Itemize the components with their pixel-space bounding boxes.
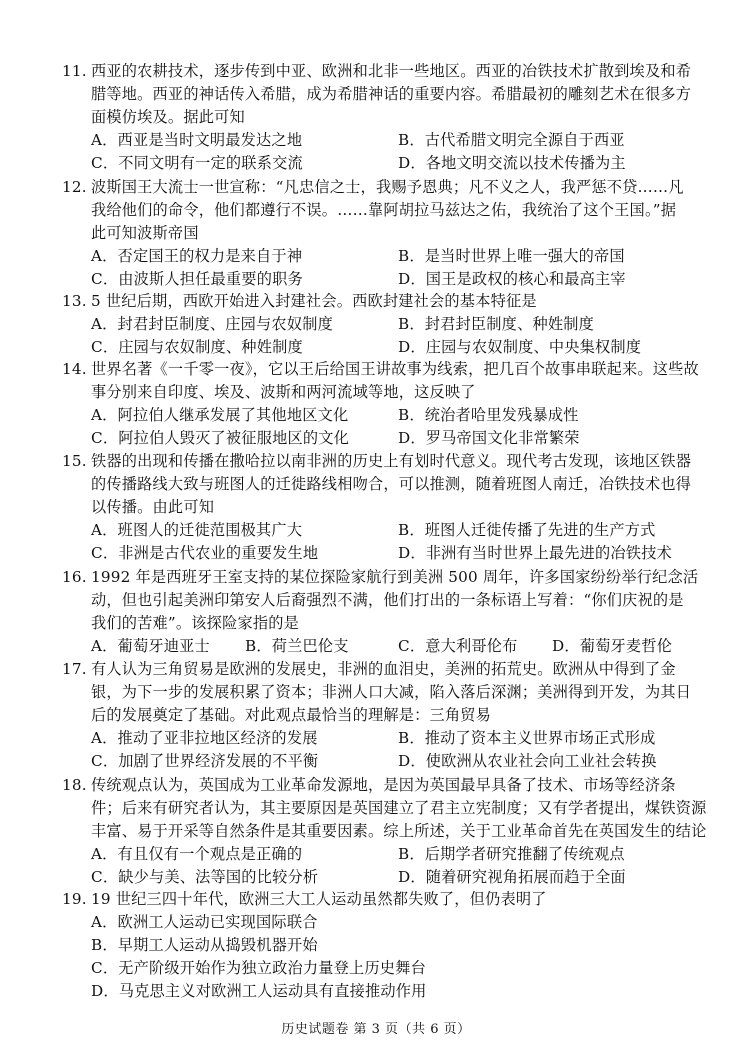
question-stem-line: 西亚的农耕技术，逐步传到中亚、欧洲和北非一些地区。西亚的冶铁技术扩散到埃及和希	[91, 62, 692, 80]
option-c: C．阿拉伯人毁灭了被征服地区的文化	[91, 429, 350, 447]
option-c: C．无产阶级开始作为独立政治力量登上历史舞台	[91, 959, 426, 977]
option-a: A．推动了亚非拉地区经济的发展	[91, 729, 318, 747]
question-number: 13.	[62, 292, 87, 310]
question-stem-line: 铁器的出现和传播在撒哈拉以南非洲的历史上有划时代意义。现代考古发现，该地区铁器	[91, 452, 692, 470]
option-b: B．封君封臣制度、种姓制度	[398, 315, 595, 333]
option-b: B．后期学者研究推翻了传统观点	[398, 845, 625, 863]
option-d: D．各地文明交流以技术传播为主	[398, 154, 626, 172]
option-b: B．是当时世界上唯一强大的帝国	[398, 247, 625, 265]
question-number: 14.	[62, 360, 87, 378]
option-b: B．早期工人运动从捣毁机器开始	[91, 936, 318, 954]
option-c: C．缺少与美、法等国的比较分析	[91, 868, 319, 886]
question-number: 17.	[62, 660, 87, 678]
question-stem-line: 银，为下一步的发展积累了资本；非洲人口大减，陷入落后深渊；美洲得到开发，为其日	[91, 683, 692, 701]
option-d: D．马克思主义对欧洲工人运动具有直接推动作用	[91, 982, 427, 1000]
option-d: D．随着研究视角拓展而趋于全面	[398, 868, 626, 886]
option-a: A．欧洲工人运动已实现国际联合	[91, 913, 318, 931]
question-stem-line: 此可知波斯帝国	[91, 224, 199, 242]
option-c: C．由波斯人担任最重要的职务	[91, 270, 303, 288]
option-d: D．庄园与农奴制度、中央集权制度	[398, 338, 642, 356]
question-stem-line: 我们的苦难”。该探险家指的是	[91, 614, 300, 632]
question-stem-line: 后的发展奠定了基础。对此观点最恰当的理解是：三角贸易	[91, 706, 492, 724]
question-stem-line: 有人认为三角贸易是欧洲的发展史，非洲的血泪史，美洲的拓荒史。欧洲从中得到了金	[91, 660, 676, 678]
question-number: 16.	[62, 568, 87, 586]
option-b: B．古代希腊文明完全源自于西亚	[398, 131, 625, 149]
question-stem-line: 19 世纪三四十年代，欧洲三大工人运动虽然都失败了，但仍表明了	[91, 890, 547, 908]
question-stem-line: 波斯国王大流士一世宣称：“凡忠信之士，我赐予恩典；凡不义之人，我严惩不贷……凡	[91, 178, 684, 196]
question-stem-line: 动，但也引起美洲印第安人后裔强烈不满，他们打出的一条标语上写着：“你们庆祝的是	[91, 591, 684, 609]
question-stem-line: 的传播路线大致与班图人的迁徙路线相吻合，可以推测，随着班图人南迁，冶铁技术也得	[91, 475, 692, 493]
option-a: A．班图人的迁徙范围极其广大	[91, 521, 303, 539]
option-d: D．非洲有当时世界上最先进的冶铁技术	[398, 544, 672, 562]
option-d: D．葡萄牙麦哲伦	[552, 637, 673, 655]
option-d: D．使欧洲从农业社会向工业社会转换	[398, 752, 657, 770]
question-stem-line: 件；后来有研究者认为，其主要原因是英国建立了君主立宪制度；又有学者提出，煤铁资源	[91, 799, 707, 817]
question-stem-line: 以传播。由此可知	[91, 498, 215, 516]
question-stem-line: 1992 年是西班牙王室支持的某位探险家航行到美洲 500 周年，许多国家纷纷举行纪念活	[91, 568, 699, 586]
question-stem-line: 丰富、易于开采等自然条件是其重要因素。综上所述，关于工业革命首先在英国发生的结论	[91, 822, 707, 840]
question-number: 18.	[62, 776, 87, 794]
option-a: A．阿拉伯人继承发展了其他地区文化	[91, 406, 349, 424]
option-b: B．班图人迁徙传播了先进的生产方式	[398, 521, 656, 539]
option-b: B．统治者哈里发残暴成性	[398, 406, 579, 424]
question-number: 19.	[62, 890, 87, 908]
option-c: C．庄园与农奴制度、种姓制度	[91, 338, 303, 356]
option-b: B．荷兰巴伦支	[245, 637, 349, 655]
option-c: C．不同文明有一定的联系交流	[91, 154, 303, 172]
option-c: C．加剧了世界经济发展的不平衡	[91, 752, 319, 770]
question-stem-line: 传统观点认为，英国成为工业革命发源地，是因为英国最早具备了技术、市场等经济条	[91, 776, 676, 794]
question-stem-line: 腊等地。西亚的神话传入希腊，成为希腊神话的重要内容。希腊最初的雕刻艺术在很多方	[91, 85, 692, 103]
question-number: 11.	[62, 62, 87, 80]
question-stem-line: 5 世纪后期，西欧开始进入封建社会。西欧封建社会的基本特征是	[91, 292, 537, 310]
question-stem-line: 我给他们的命令，他们都遵行不误。……靠阿胡拉马兹达之佑，我统治了这个王国。”据	[91, 201, 677, 219]
option-c: C．非洲是古代农业的重要发生地	[91, 544, 319, 562]
option-d: D．国王是政权的核心和最高主宰	[398, 270, 626, 288]
question-number: 12.	[62, 178, 87, 196]
option-c: C．意大利哥伦布	[398, 637, 518, 655]
option-b: B．推动了资本主义世界市场正式形成	[398, 729, 656, 747]
option-a: A．葡萄牙迪亚士	[91, 637, 210, 655]
option-a: A．封君封臣制度、庄园与农奴制度	[91, 315, 333, 333]
option-a: A．西亚是当时文明最发达之地	[91, 131, 303, 149]
question-stem-line: 世界名著《一千零一夜》，它以王后给国王讲故事为线索，把几百个故事串联起来。这些故	[91, 360, 699, 378]
question-stem-line: 事分别来自印度、埃及、波斯和两河流域等地，这反映了	[91, 383, 476, 401]
option-a: A．否定国王的权力是来自于神	[91, 247, 303, 265]
page-footer: 历史试题卷 第 3 页（共 6 页）	[281, 1022, 471, 1037]
question-number: 15.	[62, 452, 87, 470]
option-d: D．罗马帝国文化非常繁荣	[398, 429, 580, 447]
option-a: A．有且仅有一个观点是正确的	[91, 845, 303, 863]
question-stem-line: 面模仿埃及。据此可知	[91, 108, 245, 126]
